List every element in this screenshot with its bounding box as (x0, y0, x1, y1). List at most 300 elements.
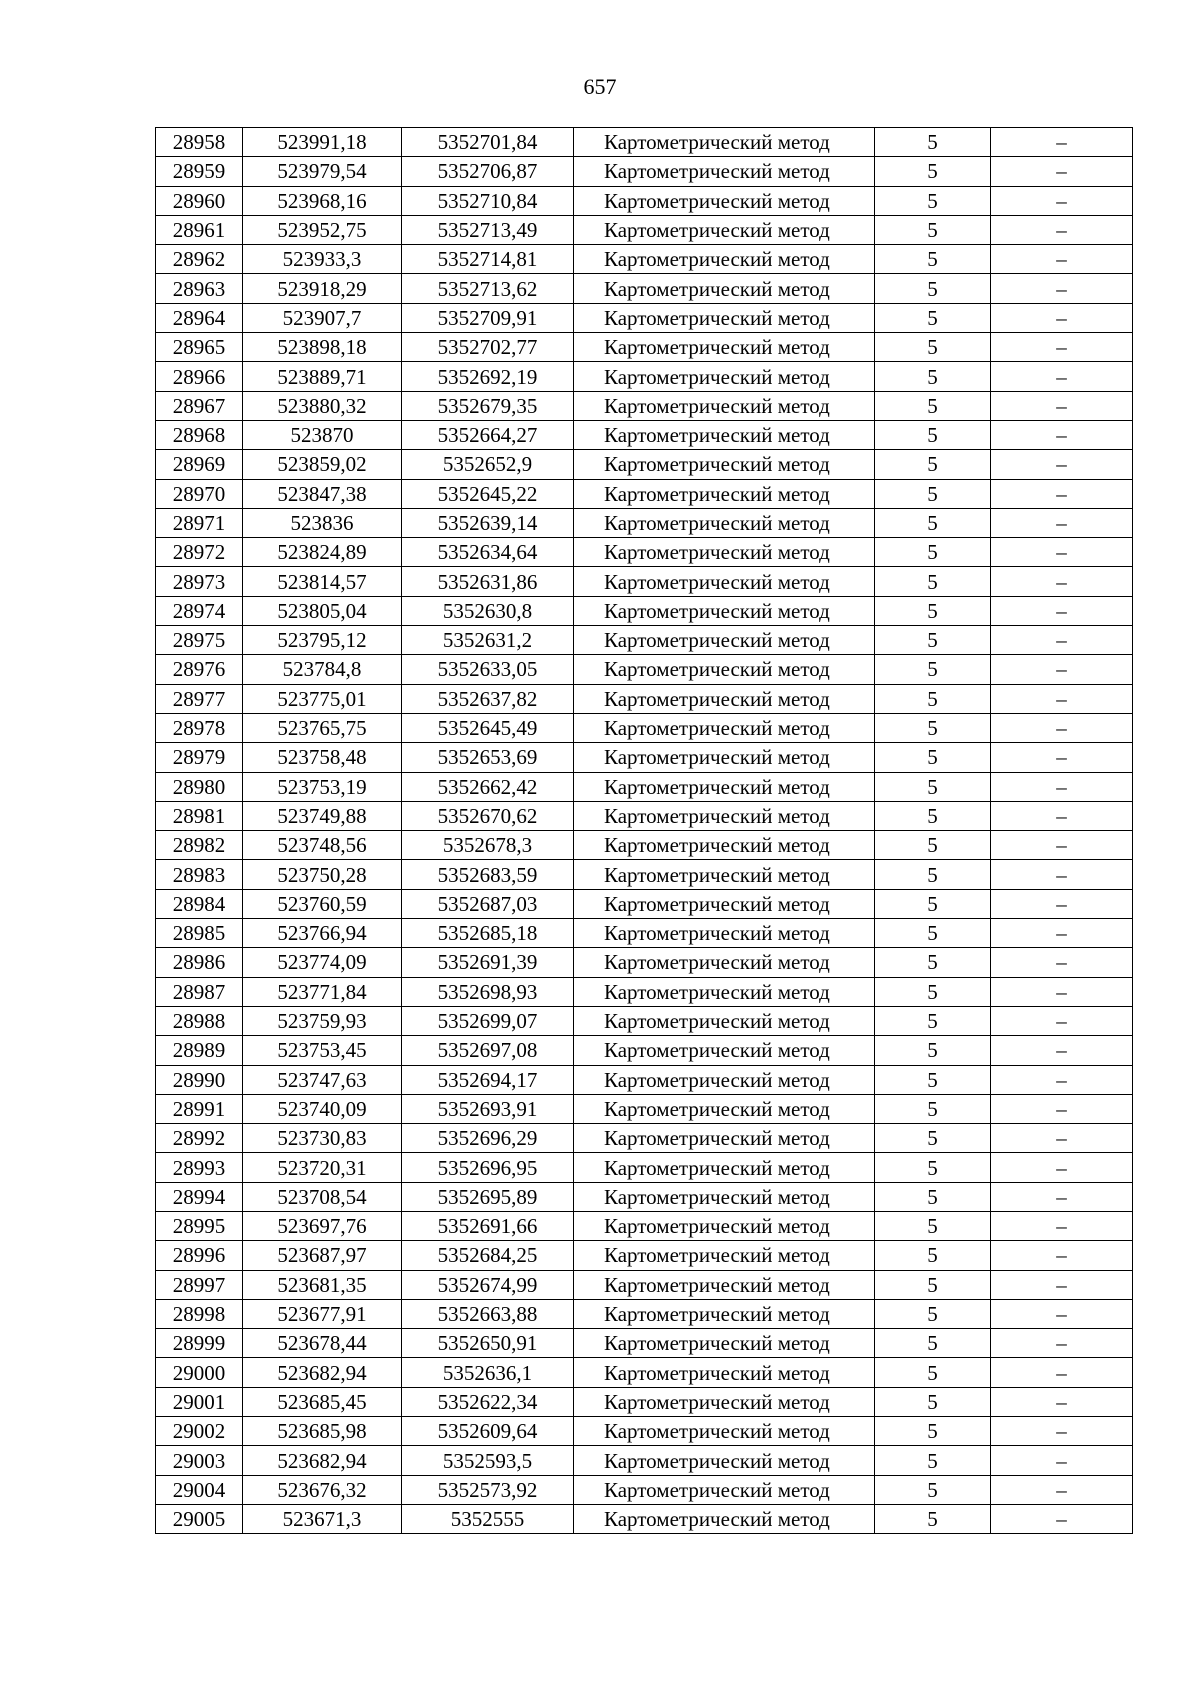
table-row (156, 948, 1133, 977)
precision-cell: 5 (875, 655, 991, 684)
precision-cell: 5 (875, 538, 991, 567)
method-cell: Картометрический метод (574, 274, 875, 303)
dash-cell: – (991, 1006, 1133, 1035)
coord-y-cell: 5352683,59 (402, 860, 574, 889)
table-row (156, 1036, 1133, 1065)
precision-cell: 5 (875, 245, 991, 274)
precision-cell: 5 (875, 362, 991, 391)
coord-x-cell: 523749,88 (243, 801, 402, 830)
table-row (156, 391, 1133, 420)
dash-cell: – (991, 1036, 1133, 1065)
dash-cell: – (991, 831, 1133, 860)
table-row (156, 479, 1133, 508)
precision-cell: 5 (875, 1094, 991, 1123)
table-row (156, 303, 1133, 332)
precision-cell: 5 (875, 1065, 991, 1094)
table-row (156, 1504, 1133, 1533)
coord-x-cell: 523676,32 (243, 1475, 402, 1504)
point-number-cell: 28999 (156, 1329, 243, 1358)
point-number-cell: 29002 (156, 1417, 243, 1446)
precision-cell: 5 (875, 889, 991, 918)
table-row (156, 215, 1133, 244)
coord-y-cell: 5352662,42 (402, 772, 574, 801)
point-number-cell: 28995 (156, 1211, 243, 1240)
precision-cell: 5 (875, 860, 991, 889)
point-number-cell: 28997 (156, 1270, 243, 1299)
method-cell: Картометрический метод (574, 1358, 875, 1387)
table-row (156, 1446, 1133, 1475)
method-cell: Картометрический метод (574, 919, 875, 948)
coord-y-cell: 5352710,84 (402, 186, 574, 215)
dash-cell: – (991, 1124, 1133, 1153)
coord-y-cell: 5352699,07 (402, 1006, 574, 1035)
coord-x-cell: 523681,35 (243, 1270, 402, 1299)
point-number-cell: 28969 (156, 450, 243, 479)
method-cell: Картометрический метод (574, 596, 875, 625)
method-cell: Картометрический метод (574, 684, 875, 713)
dash-cell: – (991, 391, 1133, 420)
precision-cell: 5 (875, 1270, 991, 1299)
method-cell: Картометрический метод (574, 128, 875, 157)
dash-cell: – (991, 157, 1133, 186)
coord-x-cell: 523847,38 (243, 479, 402, 508)
table-row (156, 889, 1133, 918)
dash-cell: – (991, 713, 1133, 742)
table-row (156, 1358, 1133, 1387)
table-row (156, 245, 1133, 274)
dash-cell: – (991, 420, 1133, 449)
dash-cell: – (991, 362, 1133, 391)
method-cell: Картометрический метод (574, 479, 875, 508)
table-row (156, 1299, 1133, 1328)
coord-y-cell: 5352573,92 (402, 1475, 574, 1504)
coord-x-cell: 523720,31 (243, 1153, 402, 1182)
coord-x-cell: 523747,63 (243, 1065, 402, 1094)
dash-cell: – (991, 479, 1133, 508)
table-row (156, 333, 1133, 362)
coord-x-cell: 523933,3 (243, 245, 402, 274)
point-number-cell: 28993 (156, 1153, 243, 1182)
table-row (156, 157, 1133, 186)
method-cell: Картометрический метод (574, 1094, 875, 1123)
precision-cell: 5 (875, 391, 991, 420)
coord-y-cell: 5352633,05 (402, 655, 574, 684)
coord-x-cell: 523682,94 (243, 1446, 402, 1475)
dash-cell: – (991, 772, 1133, 801)
method-cell: Картометрический метод (574, 1270, 875, 1299)
method-cell: Картометрический метод (574, 157, 875, 186)
coord-y-cell: 5352663,88 (402, 1299, 574, 1328)
table-row (156, 977, 1133, 1006)
precision-cell: 5 (875, 1475, 991, 1504)
precision-cell: 5 (875, 801, 991, 830)
method-cell: Картометрический метод (574, 1299, 875, 1328)
point-number-cell: 29001 (156, 1387, 243, 1416)
coord-x-cell: 523760,59 (243, 889, 402, 918)
precision-cell: 5 (875, 743, 991, 772)
coord-x-cell: 523880,32 (243, 391, 402, 420)
coord-y-cell: 5352645,49 (402, 713, 574, 742)
precision-cell: 5 (875, 1124, 991, 1153)
coord-x-cell: 523685,45 (243, 1387, 402, 1416)
precision-cell: 5 (875, 128, 991, 157)
point-number-cell: 29004 (156, 1475, 243, 1504)
precision-cell: 5 (875, 1241, 991, 1270)
point-number-cell: 28975 (156, 626, 243, 655)
precision-cell: 5 (875, 420, 991, 449)
point-number-cell: 28965 (156, 333, 243, 362)
table-row (156, 1475, 1133, 1504)
dash-cell: – (991, 333, 1133, 362)
coord-y-cell: 5352674,99 (402, 1270, 574, 1299)
coord-x-cell: 523907,7 (243, 303, 402, 332)
precision-cell: 5 (875, 333, 991, 362)
point-number-cell: 28996 (156, 1241, 243, 1270)
coord-y-cell: 5352685,18 (402, 919, 574, 948)
method-cell: Картометрический метод (574, 1241, 875, 1270)
coord-y-cell: 5352701,84 (402, 128, 574, 157)
point-number-cell: 28985 (156, 919, 243, 948)
coord-x-cell: 523814,57 (243, 567, 402, 596)
coord-x-cell: 523708,54 (243, 1182, 402, 1211)
method-cell: Картометрический метод (574, 860, 875, 889)
dash-cell: – (991, 626, 1133, 655)
table-row (156, 128, 1133, 157)
point-number-cell: 28983 (156, 860, 243, 889)
point-number-cell: 28974 (156, 596, 243, 625)
coord-y-cell: 5352630,8 (402, 596, 574, 625)
dash-cell: – (991, 977, 1133, 1006)
table-row (156, 1211, 1133, 1240)
coord-x-cell: 523753,19 (243, 772, 402, 801)
table-row (156, 538, 1133, 567)
table-row (156, 1153, 1133, 1182)
table-row (156, 508, 1133, 537)
coord-y-cell: 5352622,34 (402, 1387, 574, 1416)
coord-x-cell: 523766,94 (243, 919, 402, 948)
coord-y-cell: 5352692,19 (402, 362, 574, 391)
coord-y-cell: 5352698,93 (402, 977, 574, 1006)
dash-cell: – (991, 1182, 1133, 1211)
coord-y-cell: 5352678,3 (402, 831, 574, 860)
dash-cell: – (991, 1504, 1133, 1533)
method-cell: Картометрический метод (574, 1036, 875, 1065)
table-row (156, 1124, 1133, 1153)
point-number-cell: 29005 (156, 1504, 243, 1533)
coord-y-cell: 5352679,35 (402, 391, 574, 420)
coord-y-cell: 5352631,86 (402, 567, 574, 596)
coord-y-cell: 5352691,39 (402, 948, 574, 977)
coord-y-cell: 5352636,1 (402, 1358, 574, 1387)
coord-x-cell: 523685,98 (243, 1417, 402, 1446)
method-cell: Картометрический метод (574, 1006, 875, 1035)
method-cell: Картометрический метод (574, 1211, 875, 1240)
coord-y-cell: 5352670,62 (402, 801, 574, 830)
table-row (156, 1417, 1133, 1446)
method-cell: Картометрический метод (574, 391, 875, 420)
point-number-cell: 28978 (156, 713, 243, 742)
precision-cell: 5 (875, 948, 991, 977)
coord-x-cell: 523759,93 (243, 1006, 402, 1035)
point-number-cell: 28971 (156, 508, 243, 537)
precision-cell: 5 (875, 1006, 991, 1035)
method-cell: Картометрический метод (574, 450, 875, 479)
table-row (156, 743, 1133, 772)
coord-y-cell: 5352709,91 (402, 303, 574, 332)
coord-x-cell: 523671,3 (243, 1504, 402, 1533)
dash-cell: – (991, 919, 1133, 948)
dash-cell: – (991, 450, 1133, 479)
table-row (156, 1387, 1133, 1416)
table-row (156, 450, 1133, 479)
dash-cell: – (991, 303, 1133, 332)
dash-cell: – (991, 596, 1133, 625)
coord-x-cell: 523824,89 (243, 538, 402, 567)
point-number-cell: 28989 (156, 1036, 243, 1065)
precision-cell: 5 (875, 450, 991, 479)
coord-y-cell: 5352696,95 (402, 1153, 574, 1182)
coordinates-table-body (156, 128, 1133, 1534)
table-row (156, 919, 1133, 948)
coord-y-cell: 5352637,82 (402, 684, 574, 713)
method-cell: Картометрический метод (574, 1417, 875, 1446)
coord-y-cell: 5352650,91 (402, 1329, 574, 1358)
dash-cell: – (991, 1387, 1133, 1416)
dash-cell: – (991, 743, 1133, 772)
precision-cell: 5 (875, 626, 991, 655)
precision-cell: 5 (875, 274, 991, 303)
precision-cell: 5 (875, 1182, 991, 1211)
precision-cell: 5 (875, 977, 991, 1006)
coord-y-cell: 5352645,22 (402, 479, 574, 508)
coord-x-cell: 523918,29 (243, 274, 402, 303)
coord-x-cell: 523750,28 (243, 860, 402, 889)
coord-y-cell: 5352691,66 (402, 1211, 574, 1240)
table-row (156, 1094, 1133, 1123)
point-number-cell: 28990 (156, 1065, 243, 1094)
coord-y-cell: 5352694,17 (402, 1065, 574, 1094)
coord-y-cell: 5352713,49 (402, 215, 574, 244)
table-row (156, 684, 1133, 713)
method-cell: Картометрический метод (574, 1504, 875, 1533)
precision-cell: 5 (875, 1504, 991, 1533)
coord-x-cell: 523836 (243, 508, 402, 537)
table-row (156, 274, 1133, 303)
method-cell: Картометрический метод (574, 420, 875, 449)
point-number-cell: 28959 (156, 157, 243, 186)
point-number-cell: 28994 (156, 1182, 243, 1211)
precision-cell: 5 (875, 1153, 991, 1182)
coord-y-cell: 5352555 (402, 1504, 574, 1533)
table-row (156, 655, 1133, 684)
point-number-cell: 28988 (156, 1006, 243, 1035)
method-cell: Картометрический метод (574, 801, 875, 830)
dash-cell: – (991, 655, 1133, 684)
coord-x-cell: 523784,8 (243, 655, 402, 684)
point-number-cell: 28984 (156, 889, 243, 918)
table-row (156, 1182, 1133, 1211)
precision-cell: 5 (875, 1299, 991, 1328)
dash-cell: – (991, 948, 1133, 977)
dash-cell: – (991, 1475, 1133, 1504)
precision-cell: 5 (875, 1036, 991, 1065)
coord-x-cell: 523889,71 (243, 362, 402, 391)
point-number-cell: 28967 (156, 391, 243, 420)
method-cell: Картометрический метод (574, 948, 875, 977)
point-number-cell: 28972 (156, 538, 243, 567)
page-number: 657 (583, 74, 617, 99)
table-row (156, 1241, 1133, 1270)
point-number-cell: 28973 (156, 567, 243, 596)
dash-cell: – (991, 245, 1133, 274)
point-number-cell: 28987 (156, 977, 243, 1006)
table-row (156, 772, 1133, 801)
coord-x-cell: 523771,84 (243, 977, 402, 1006)
dash-cell: – (991, 1211, 1133, 1240)
method-cell: Картометрический метод (574, 333, 875, 362)
precision-cell: 5 (875, 1417, 991, 1446)
point-number-cell: 28968 (156, 420, 243, 449)
coord-x-cell: 523774,09 (243, 948, 402, 977)
dash-cell: – (991, 567, 1133, 596)
point-number-cell: 29003 (156, 1446, 243, 1475)
coordinates-table (155, 127, 1133, 1534)
dash-cell: – (991, 1417, 1133, 1446)
coord-x-cell: 523740,09 (243, 1094, 402, 1123)
method-cell: Картометрический метод (574, 713, 875, 742)
coord-y-cell: 5352714,81 (402, 245, 574, 274)
precision-cell: 5 (875, 567, 991, 596)
coord-x-cell: 523687,97 (243, 1241, 402, 1270)
precision-cell: 5 (875, 157, 991, 186)
point-number-cell: 28982 (156, 831, 243, 860)
precision-cell: 5 (875, 919, 991, 948)
coord-x-cell: 523870 (243, 420, 402, 449)
dash-cell: – (991, 1153, 1133, 1182)
method-cell: Картометрический метод (574, 508, 875, 537)
point-number-cell: 28979 (156, 743, 243, 772)
precision-cell: 5 (875, 303, 991, 332)
method-cell: Картометрический метод (574, 831, 875, 860)
coord-y-cell: 5352687,03 (402, 889, 574, 918)
coord-y-cell: 5352684,25 (402, 1241, 574, 1270)
method-cell: Картометрический метод (574, 215, 875, 244)
coord-x-cell: 523979,54 (243, 157, 402, 186)
coord-y-cell: 5352609,64 (402, 1417, 574, 1446)
method-cell: Картометрический метод (574, 655, 875, 684)
coord-x-cell: 523859,02 (243, 450, 402, 479)
dash-cell: – (991, 1329, 1133, 1358)
dash-cell: – (991, 215, 1133, 244)
precision-cell: 5 (875, 1211, 991, 1240)
method-cell: Картометрический метод (574, 1124, 875, 1153)
method-cell: Картометрический метод (574, 245, 875, 274)
coord-y-cell: 5352631,2 (402, 626, 574, 655)
method-cell: Картометрический метод (574, 567, 875, 596)
precision-cell: 5 (875, 186, 991, 215)
method-cell: Картометрический метод (574, 186, 875, 215)
point-number-cell: 28991 (156, 1094, 243, 1123)
precision-cell: 5 (875, 1387, 991, 1416)
dash-cell: – (991, 889, 1133, 918)
table-row (156, 860, 1133, 889)
table-row (156, 831, 1133, 860)
table-row (156, 567, 1133, 596)
point-number-cell: 28964 (156, 303, 243, 332)
method-cell: Картометрический метод (574, 772, 875, 801)
method-cell: Картометрический метод (574, 362, 875, 391)
point-number-cell: 28986 (156, 948, 243, 977)
table-row (156, 362, 1133, 391)
dash-cell: – (991, 538, 1133, 567)
coord-y-cell: 5352652,9 (402, 450, 574, 479)
dash-cell: – (991, 508, 1133, 537)
coord-x-cell: 523753,45 (243, 1036, 402, 1065)
coord-y-cell: 5352713,62 (402, 274, 574, 303)
dash-cell: – (991, 801, 1133, 830)
coord-y-cell: 5352634,64 (402, 538, 574, 567)
point-number-cell: 29000 (156, 1358, 243, 1387)
coord-x-cell: 523758,48 (243, 743, 402, 772)
method-cell: Картометрический метод (574, 1475, 875, 1504)
method-cell: Картометрический метод (574, 1387, 875, 1416)
coord-x-cell: 523968,16 (243, 186, 402, 215)
method-cell: Картометрический метод (574, 1329, 875, 1358)
coord-x-cell: 523682,94 (243, 1358, 402, 1387)
point-number-cell: 28961 (156, 215, 243, 244)
dash-cell: – (991, 128, 1133, 157)
method-cell: Картометрический метод (574, 626, 875, 655)
dash-cell: – (991, 1270, 1133, 1299)
coord-x-cell: 523765,75 (243, 713, 402, 742)
dash-cell: – (991, 684, 1133, 713)
coord-y-cell: 5352702,77 (402, 333, 574, 362)
table-row (156, 1329, 1133, 1358)
precision-cell: 5 (875, 772, 991, 801)
dash-cell: – (991, 1065, 1133, 1094)
precision-cell: 5 (875, 508, 991, 537)
coord-y-cell: 5352593,5 (402, 1446, 574, 1475)
precision-cell: 5 (875, 684, 991, 713)
table-row (156, 420, 1133, 449)
point-number-cell: 28992 (156, 1124, 243, 1153)
coord-y-cell: 5352639,14 (402, 508, 574, 537)
point-number-cell: 28960 (156, 186, 243, 215)
coord-x-cell: 523748,56 (243, 831, 402, 860)
point-number-cell: 28998 (156, 1299, 243, 1328)
method-cell: Картометрический метод (574, 1182, 875, 1211)
coord-x-cell: 523775,01 (243, 684, 402, 713)
table-row (156, 186, 1133, 215)
table-row (156, 1006, 1133, 1035)
method-cell: Картометрический метод (574, 303, 875, 332)
method-cell: Картометрический метод (574, 1153, 875, 1182)
dash-cell: – (991, 1358, 1133, 1387)
table-row (156, 801, 1133, 830)
precision-cell: 5 (875, 215, 991, 244)
coord-x-cell: 523730,83 (243, 1124, 402, 1153)
method-cell: Картометрический метод (574, 538, 875, 567)
coord-y-cell: 5352664,27 (402, 420, 574, 449)
coord-x-cell: 523952,75 (243, 215, 402, 244)
point-number-cell: 28981 (156, 801, 243, 830)
method-cell: Картометрический метод (574, 1065, 875, 1094)
dash-cell: – (991, 1094, 1133, 1123)
precision-cell: 5 (875, 1329, 991, 1358)
coord-x-cell: 523678,44 (243, 1329, 402, 1358)
method-cell: Картометрический метод (574, 889, 875, 918)
method-cell: Картометрический метод (574, 977, 875, 1006)
